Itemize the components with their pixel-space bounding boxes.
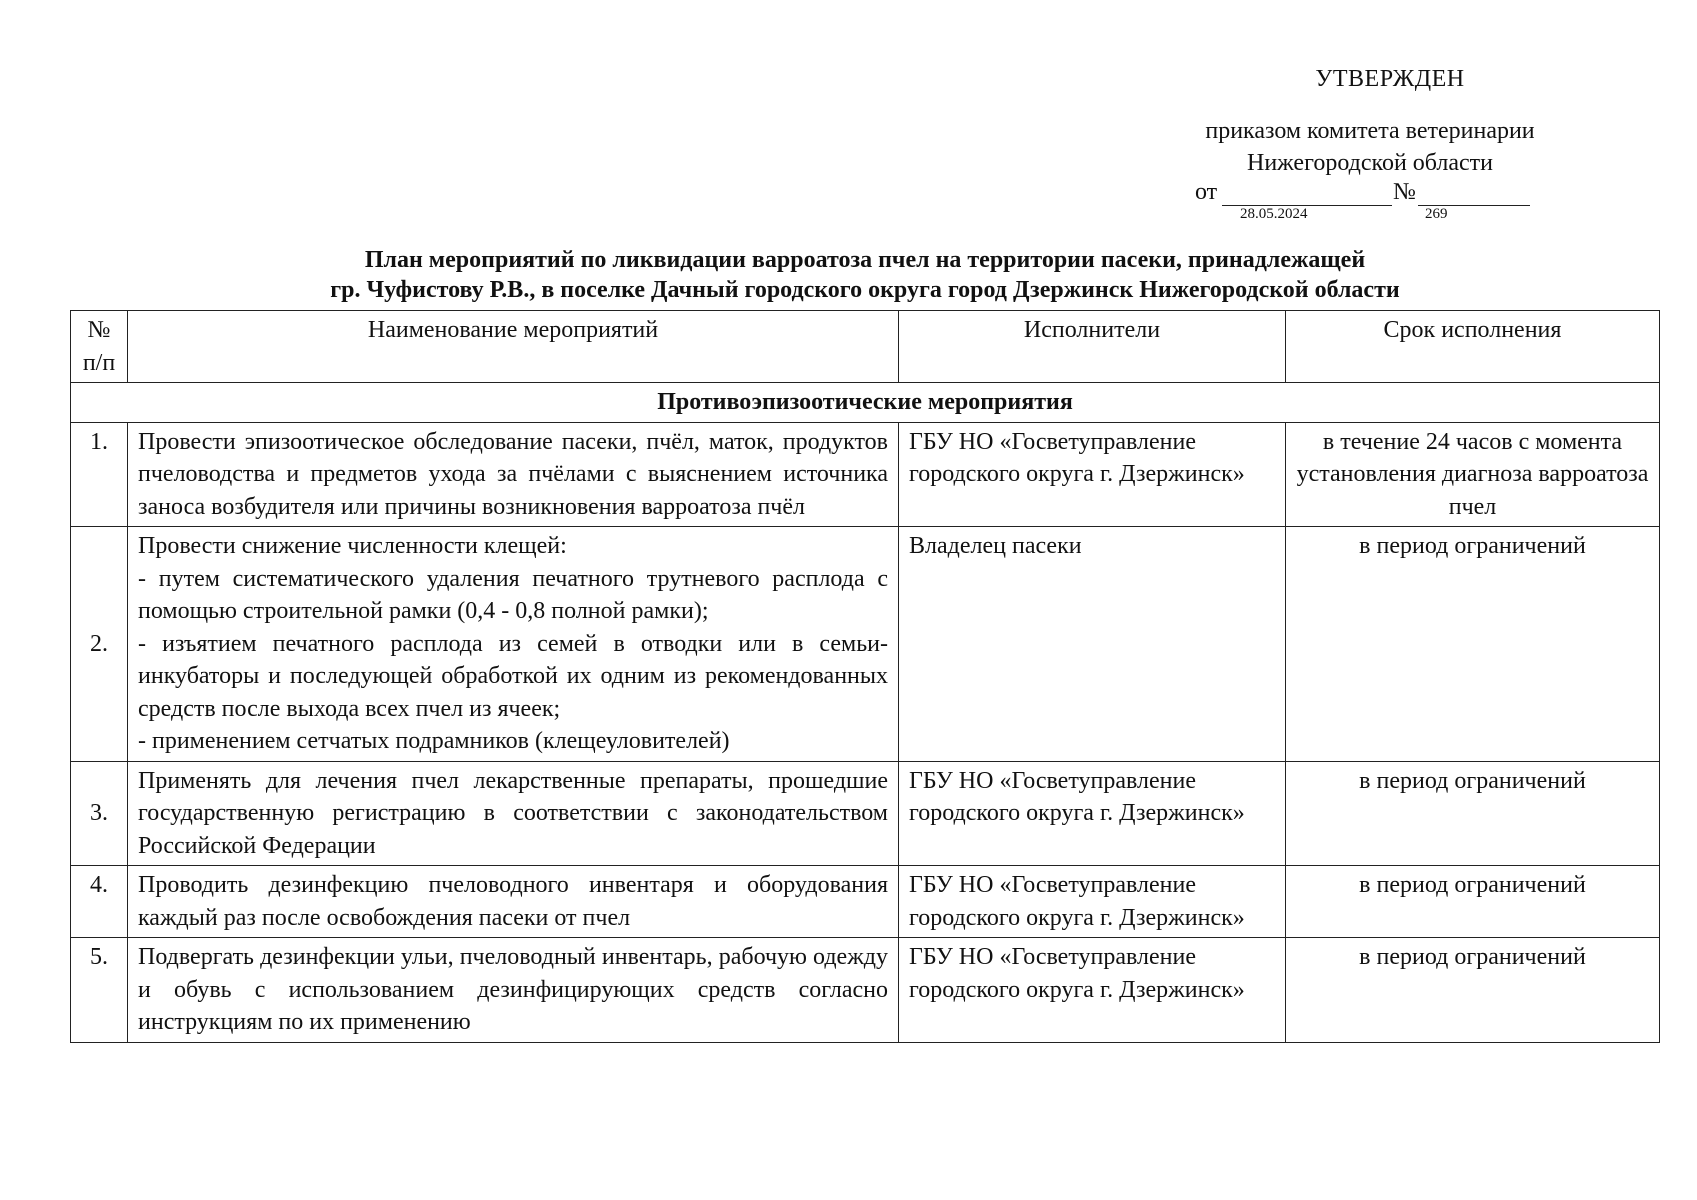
row-number: 4. bbox=[71, 866, 128, 938]
table-row bbox=[71, 527, 1660, 762]
table-row bbox=[71, 761, 1660, 866]
measure-line: Провести снижение численности клещей: bbox=[138, 533, 567, 559]
title-line-1: План мероприятий по ликвидации варроатоза пчел на территории пасеки, принадлежащей bbox=[364, 247, 1366, 273]
table-row bbox=[71, 866, 1660, 938]
table-row bbox=[71, 938, 1660, 1043]
row-measure: Применять для лечения пчел лекарственные препараты, прошедшие государственную регистрацию в соответствии с законодательством Российской Федерации bbox=[128, 761, 899, 866]
row-executors: ГБУ НО «Госветуправление городского округа г. Дзержинск» bbox=[899, 422, 1286, 527]
table-header-row bbox=[71, 311, 1660, 383]
row-number: 5. bbox=[71, 938, 128, 1043]
from-label: от bbox=[1195, 179, 1218, 205]
header-executors: Исполнители bbox=[899, 311, 1286, 383]
section-title: Противоэпизоотические мероприятия bbox=[71, 383, 1660, 423]
row-term: в течение 24 часов с момента установления диагноза варроатоза пчел bbox=[1286, 422, 1660, 527]
row-executors: ГБУ НО «Госветуправление городского округа г. Дзержинск» bbox=[899, 866, 1286, 938]
row-measure bbox=[128, 527, 899, 762]
plan-table bbox=[70, 310, 1660, 1043]
row-number: 3. bbox=[71, 761, 128, 866]
order-date-number-line bbox=[1160, 179, 1580, 222]
header-num: № п/п bbox=[71, 311, 128, 383]
measure-line: - путем систематического удаления печатного трутневого расплода с помощью строительной рамки (0,4 - 0,8 полной рамки); bbox=[138, 565, 888, 624]
table-row bbox=[71, 422, 1660, 527]
order-line-1: приказом комитета ветеринарии bbox=[1205, 118, 1535, 144]
row-executors: ГБУ НО «Госветуправление городского округа г. Дзержинск» bbox=[899, 938, 1286, 1043]
row-term: в период ограничений bbox=[1286, 761, 1660, 866]
document-title bbox=[70, 245, 1660, 305]
header-name: Наименование мероприятий bbox=[128, 311, 899, 383]
row-number: 2. bbox=[71, 527, 128, 762]
row-number: 1. bbox=[71, 422, 128, 527]
title-line-2: гр. Чуфистову Р.В., в поселке Дачный городского округа город Дзержинск Нижегородской области bbox=[330, 277, 1400, 303]
order-date: 28.05.2024 bbox=[1240, 206, 1308, 222]
row-measure: Провести эпизоотическое обследование пасеки, пчёл, маток, продуктов пчеловодства и предметов ухода за пчёлами с выяснением источника заноса возбудителя или причины возникновения варроатоза пчёл bbox=[128, 422, 899, 527]
approval-block bbox=[1160, 66, 1580, 222]
row-term: в период ограничений bbox=[1286, 938, 1660, 1043]
row-executors: ГБУ НО «Госветуправление городского округа г. Дзержинск» bbox=[899, 761, 1286, 866]
row-measure: Подвергать дезинфекции ульи, пчеловодный инвентарь, рабочую одежду и обувь с использованием дезинфицирующих средств согласно инструкциям по их применению bbox=[128, 938, 899, 1043]
order-number: 269 bbox=[1425, 206, 1448, 222]
row-executors: Владелец пасеки bbox=[899, 527, 1286, 762]
header-term: Срок исполнения bbox=[1286, 311, 1660, 383]
row-measure: Проводить дезинфекцию пчеловодного инвентаря и оборудования каждый раз после освобождения пасеки от пчел bbox=[128, 866, 899, 938]
measure-line: - применением сетчатых подрамников (клещеуловителей) bbox=[138, 728, 730, 754]
measure-line: - изъятием печатного расплода из семей в отводки или в семьи-инкубаторы и последующей обработкой их одним из рекомендованных средств после выхода всех пчел из ячеек; bbox=[138, 630, 888, 722]
row-term: в период ограничений bbox=[1286, 527, 1660, 762]
section-row bbox=[71, 383, 1660, 423]
number-label: № bbox=[1393, 179, 1416, 205]
order-line-2: Нижегородской области bbox=[1246, 150, 1494, 176]
approved-heading: УТВЕРЖДЕН bbox=[1315, 66, 1465, 92]
row-term: в период ограничений bbox=[1286, 866, 1660, 938]
